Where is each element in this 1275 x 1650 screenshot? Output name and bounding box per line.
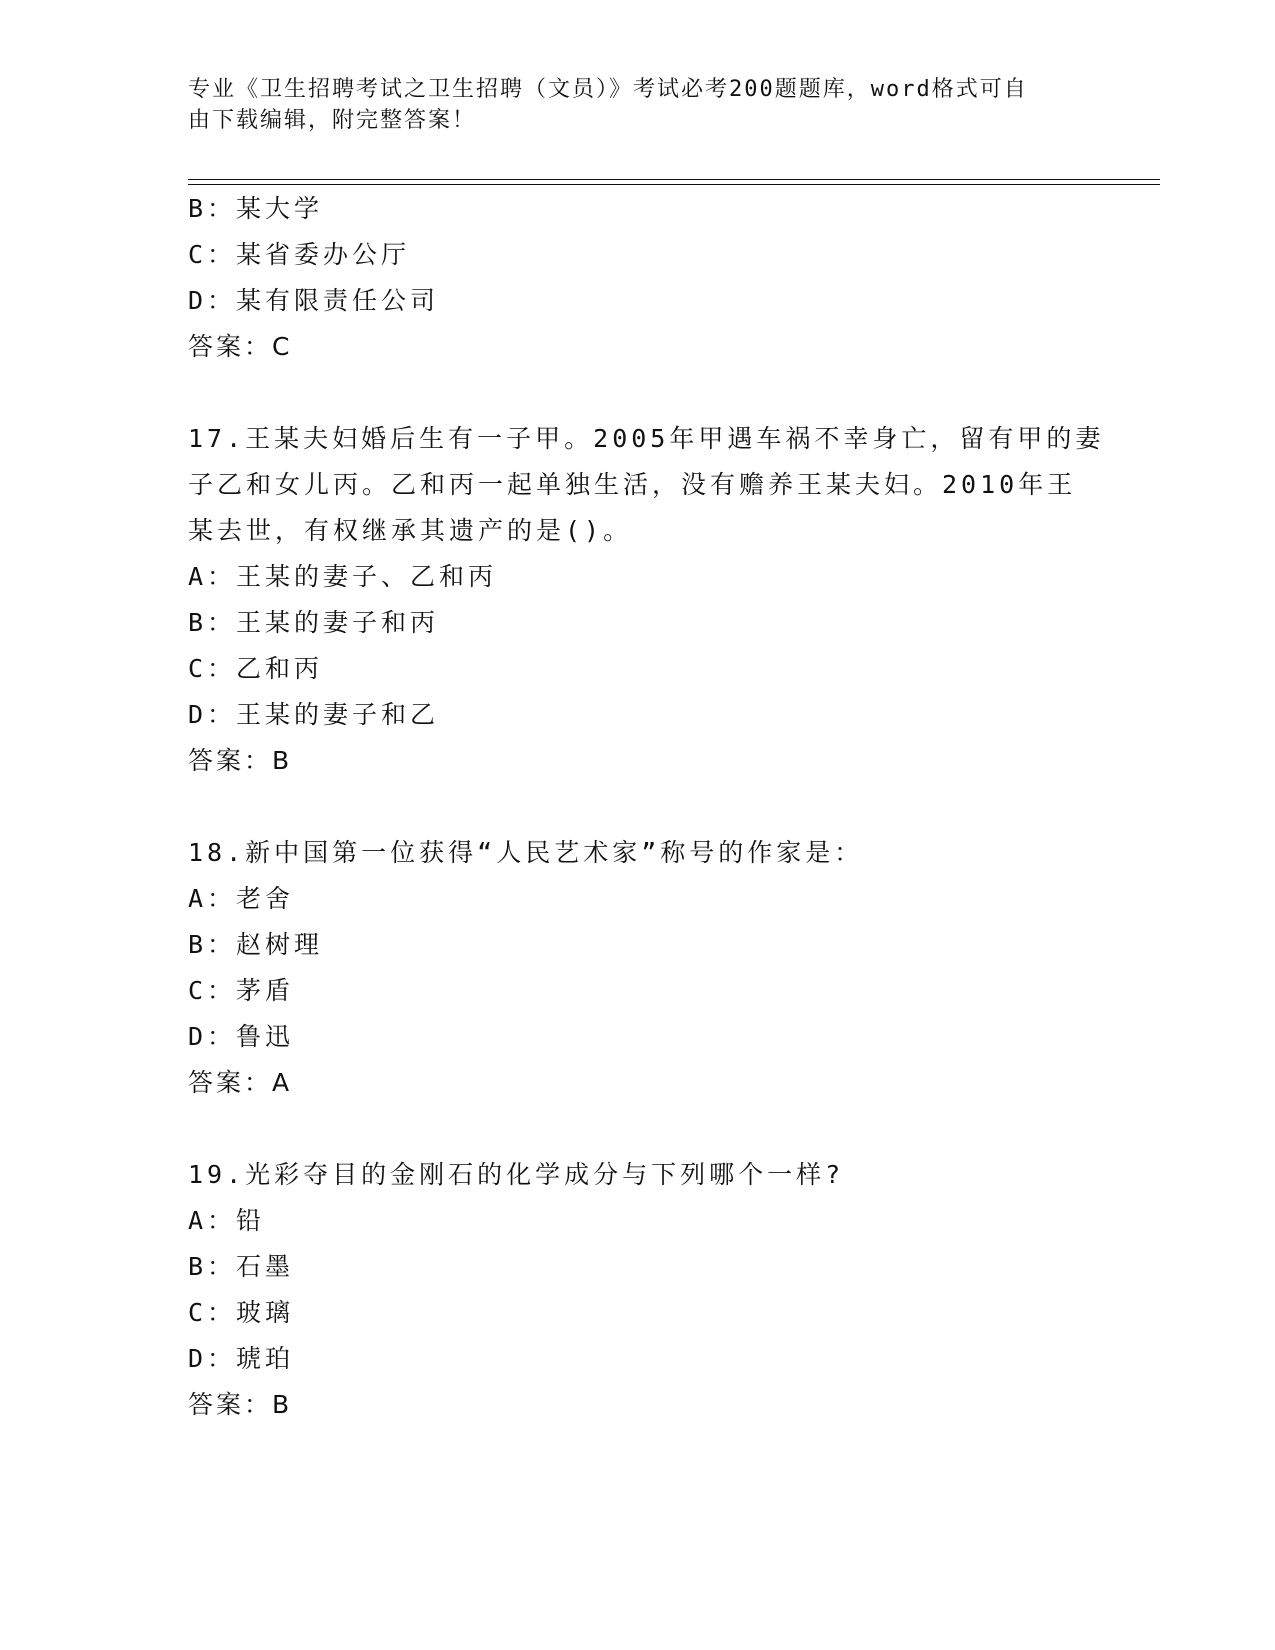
- spacer: [188, 1106, 1088, 1152]
- answer-line: 答案：B: [188, 1390, 293, 1419]
- question-list: [188, 186, 1105, 1428]
- answer-line: 答案：B: [188, 746, 293, 775]
- option-d: D：王某的妻子和乙: [188, 700, 440, 729]
- answer-line: 答案：C: [188, 332, 293, 361]
- option-c: C：乙和丙: [188, 654, 324, 683]
- header-line-2: 由下载编辑，附完整答案！: [188, 108, 477, 133]
- option-c: C：茅盾: [188, 976, 295, 1005]
- document-header: [188, 74, 1068, 136]
- question-18: [188, 830, 1088, 1106]
- header-divider-bottom: [188, 184, 1160, 185]
- option-c: C：玻璃: [188, 1298, 295, 1327]
- option-c: C：某省委办公厅: [188, 240, 411, 269]
- option-a: A：王某的妻子、乙和丙: [188, 562, 498, 591]
- option-a: A：老舍: [188, 884, 295, 913]
- option-b: B：石墨: [188, 1252, 295, 1281]
- option-a: A：铅: [188, 1206, 266, 1235]
- option-b: B：王某的妻子和丙: [188, 608, 440, 637]
- question-stem-line: 19.光彩夺目的金刚石的化学成分与下列哪个一样?: [188, 1160, 845, 1189]
- question-stem-line: 18.新中国第一位获得“人民艺术家”称号的作家是：: [188, 838, 864, 867]
- question-17: [188, 416, 1105, 784]
- question-16-tail: [188, 186, 1088, 370]
- question-stem-line: 子乙和女儿丙。乙和丙一起单独生活，没有赡养王某夫妇。2010年王: [188, 470, 1077, 499]
- spacer: [188, 370, 1088, 416]
- answer-line: 答案：A: [188, 1068, 293, 1097]
- header-line-1: 专业《卫生招聘考试之卫生招聘（文员）》考试必考200题题库，word格式可自: [188, 77, 1028, 102]
- option-d: D：鲁迅: [188, 1022, 295, 1051]
- question-stem-line: 17.王某夫妇婚后生有一子甲。2005年甲遇车祸不幸身亡，留有甲的妻: [188, 424, 1105, 453]
- question-stem-line: 某去世，有权继承其遗产的是()。: [188, 516, 633, 545]
- option-b: B：赵树理: [188, 930, 324, 959]
- spacer: [188, 784, 1088, 830]
- option-d: D：琥珀: [188, 1344, 295, 1373]
- question-19: [188, 1152, 1088, 1428]
- option-d: D：某有限责任公司: [188, 286, 440, 315]
- header-divider-top: [188, 179, 1160, 180]
- option-b: B：某大学: [188, 194, 324, 223]
